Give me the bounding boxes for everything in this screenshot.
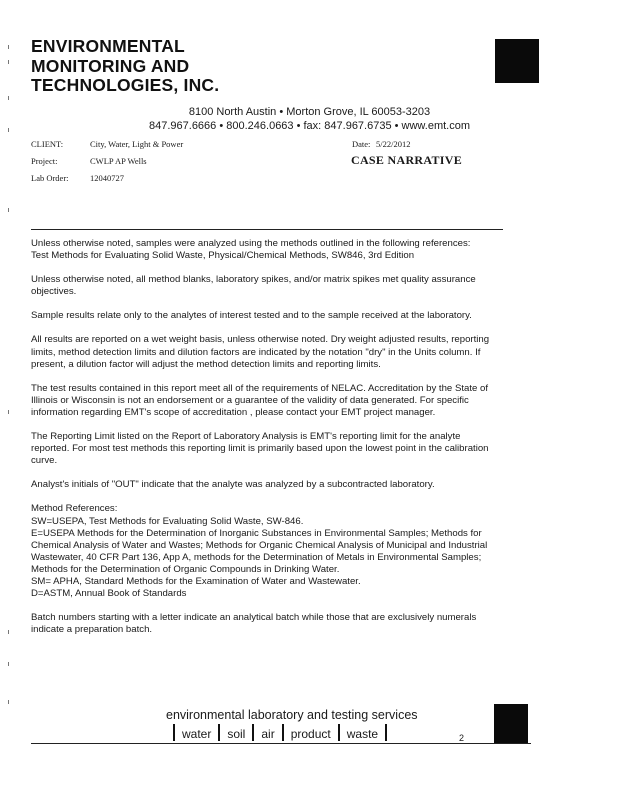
analyst-initials-paragraph: Analyst's initials of "OUT" indicate that the analyte was analyzed by a subcontracted laboratory. [31,479,435,491]
narrative-body [31,238,496,636]
scan-mark [8,208,9,212]
method-reference-sw: SW=USEPA, Test Methods for Evaluating Solid Waste, SW-846. [31,515,304,527]
scan-mark [8,700,9,704]
company-contact: 847.967.6666 • 800.246.0663 • fax: 847.967.6735 • www.emt.com [149,120,470,132]
scan-mark [8,128,9,132]
service-separator [385,724,387,741]
footer-services [166,724,394,741]
company-name [31,37,219,96]
batch-numbers-paragraph: Batch numbers starting with a letter indicate an analytical batch while those that are exclusively numerals indicate a preparation batch. [31,612,477,636]
client-label: CLIENT: [31,139,64,149]
scan-mark [8,60,9,64]
service-separator [218,724,220,741]
scan-mark [8,630,9,634]
service-product: product [290,727,331,741]
header-divider [31,229,503,230]
scan-mark [8,45,9,49]
company-address: 8100 North Austin • Morton Grove, IL 60053-3203 [188,106,431,118]
company-name-line1: ENVIRONMENTAL [31,36,185,56]
method-reference-sm: SM= APHA, Standard Methods for the Examination of Water and Wastewater. [31,575,361,587]
sample-results-paragraph: Sample results relate only to the analytes of interest tested and to the sample received at the laboratory. [31,310,472,322]
lab-order-value: 12040727 [90,173,124,183]
methods-reference-line: Test Methods for Evaluating Solid Waste, Physical/Chemical Methods, SW846, 3rd Edition [31,250,415,262]
service-separator [338,724,340,741]
footer-divider [31,743,531,744]
project-label: Project: [31,156,58,166]
methods-intro-paragraph: Unless otherwise noted, samples were analyzed using the methods outlined in the following references: [31,238,471,249]
service-separator [252,724,254,741]
nelac-paragraph: The test results contained in this report meet all of the requirements of NELAC. Accreditation by the State of Illinois or Wisconsin is not an endorsement or a guarantee of the validity of data generated. For specific information regarding EMT's scope of accreditation , please contact your EMT project manager. [31,382,489,418]
scan-mark [8,96,9,100]
project-value: CWLP AP Wells [90,156,147,166]
wet-weight-paragraph: All results are reported on a wet weight basis, unless otherwise noted. Dry weight adjusted results, reporting limits, method detection limits and dilution factors are indicated by the notation "dry" in the Units column. If present, a dilution factor will adjust the method detection limits and reporting limits. [31,334,490,370]
service-separator [173,724,175,741]
date-value: 5/22/2012 [376,139,411,149]
method-reference-e: E=USEPA Methods for the Determination of Inorganic Substances in Environmental Samples; Methods for Chemical Analysis of Water and Wastes; Methods for Organic Chemical Analysis of Municipal and Industrial Wastewater, 40 CFR Part 136, App A, methods for the Determination of Metals in Environmental Samples; Methods for the Determination of Organic Compounds in Drinking Water. [31,527,488,575]
service-soil: soil [227,727,246,741]
reporting-limit-paragraph: The Reporting Limit listed on the Report of Laboratory Analysis is EMT's reporting limit for the analyte reported. For most test methods this reporting limit is primarily based upon the lowest point in the calibration curve. [31,431,489,467]
company-logo-block [495,39,539,83]
service-waste: waste [346,727,379,741]
service-air: air [261,727,275,741]
scan-mark [8,662,9,666]
client-value: City, Water, Light & Power [90,139,184,149]
document-title: CASE NARRATIVE [351,153,462,167]
qa-paragraph: Unless otherwise noted, all method blanks, laboratory spikes, and/or matrix spikes met quality assurance objectives. [31,274,476,298]
company-name-line3: TECHNOLOGIES, INC. [31,75,220,95]
service-separator [282,724,284,741]
footer-tagline: environmental laboratory and testing services [166,708,418,722]
method-references-heading: Method References: [31,503,118,515]
service-water: water [182,727,212,741]
date-label: Date: [352,139,371,149]
lab-order-label: Lab Order: [31,173,69,183]
scan-mark [8,410,9,414]
page-number: 2 [459,733,465,743]
method-reference-d: D=ASTM, Annual Book of Standards [31,588,187,600]
footer-logo-block [494,704,528,744]
company-name-line2: MONITORING AND [31,55,190,76]
